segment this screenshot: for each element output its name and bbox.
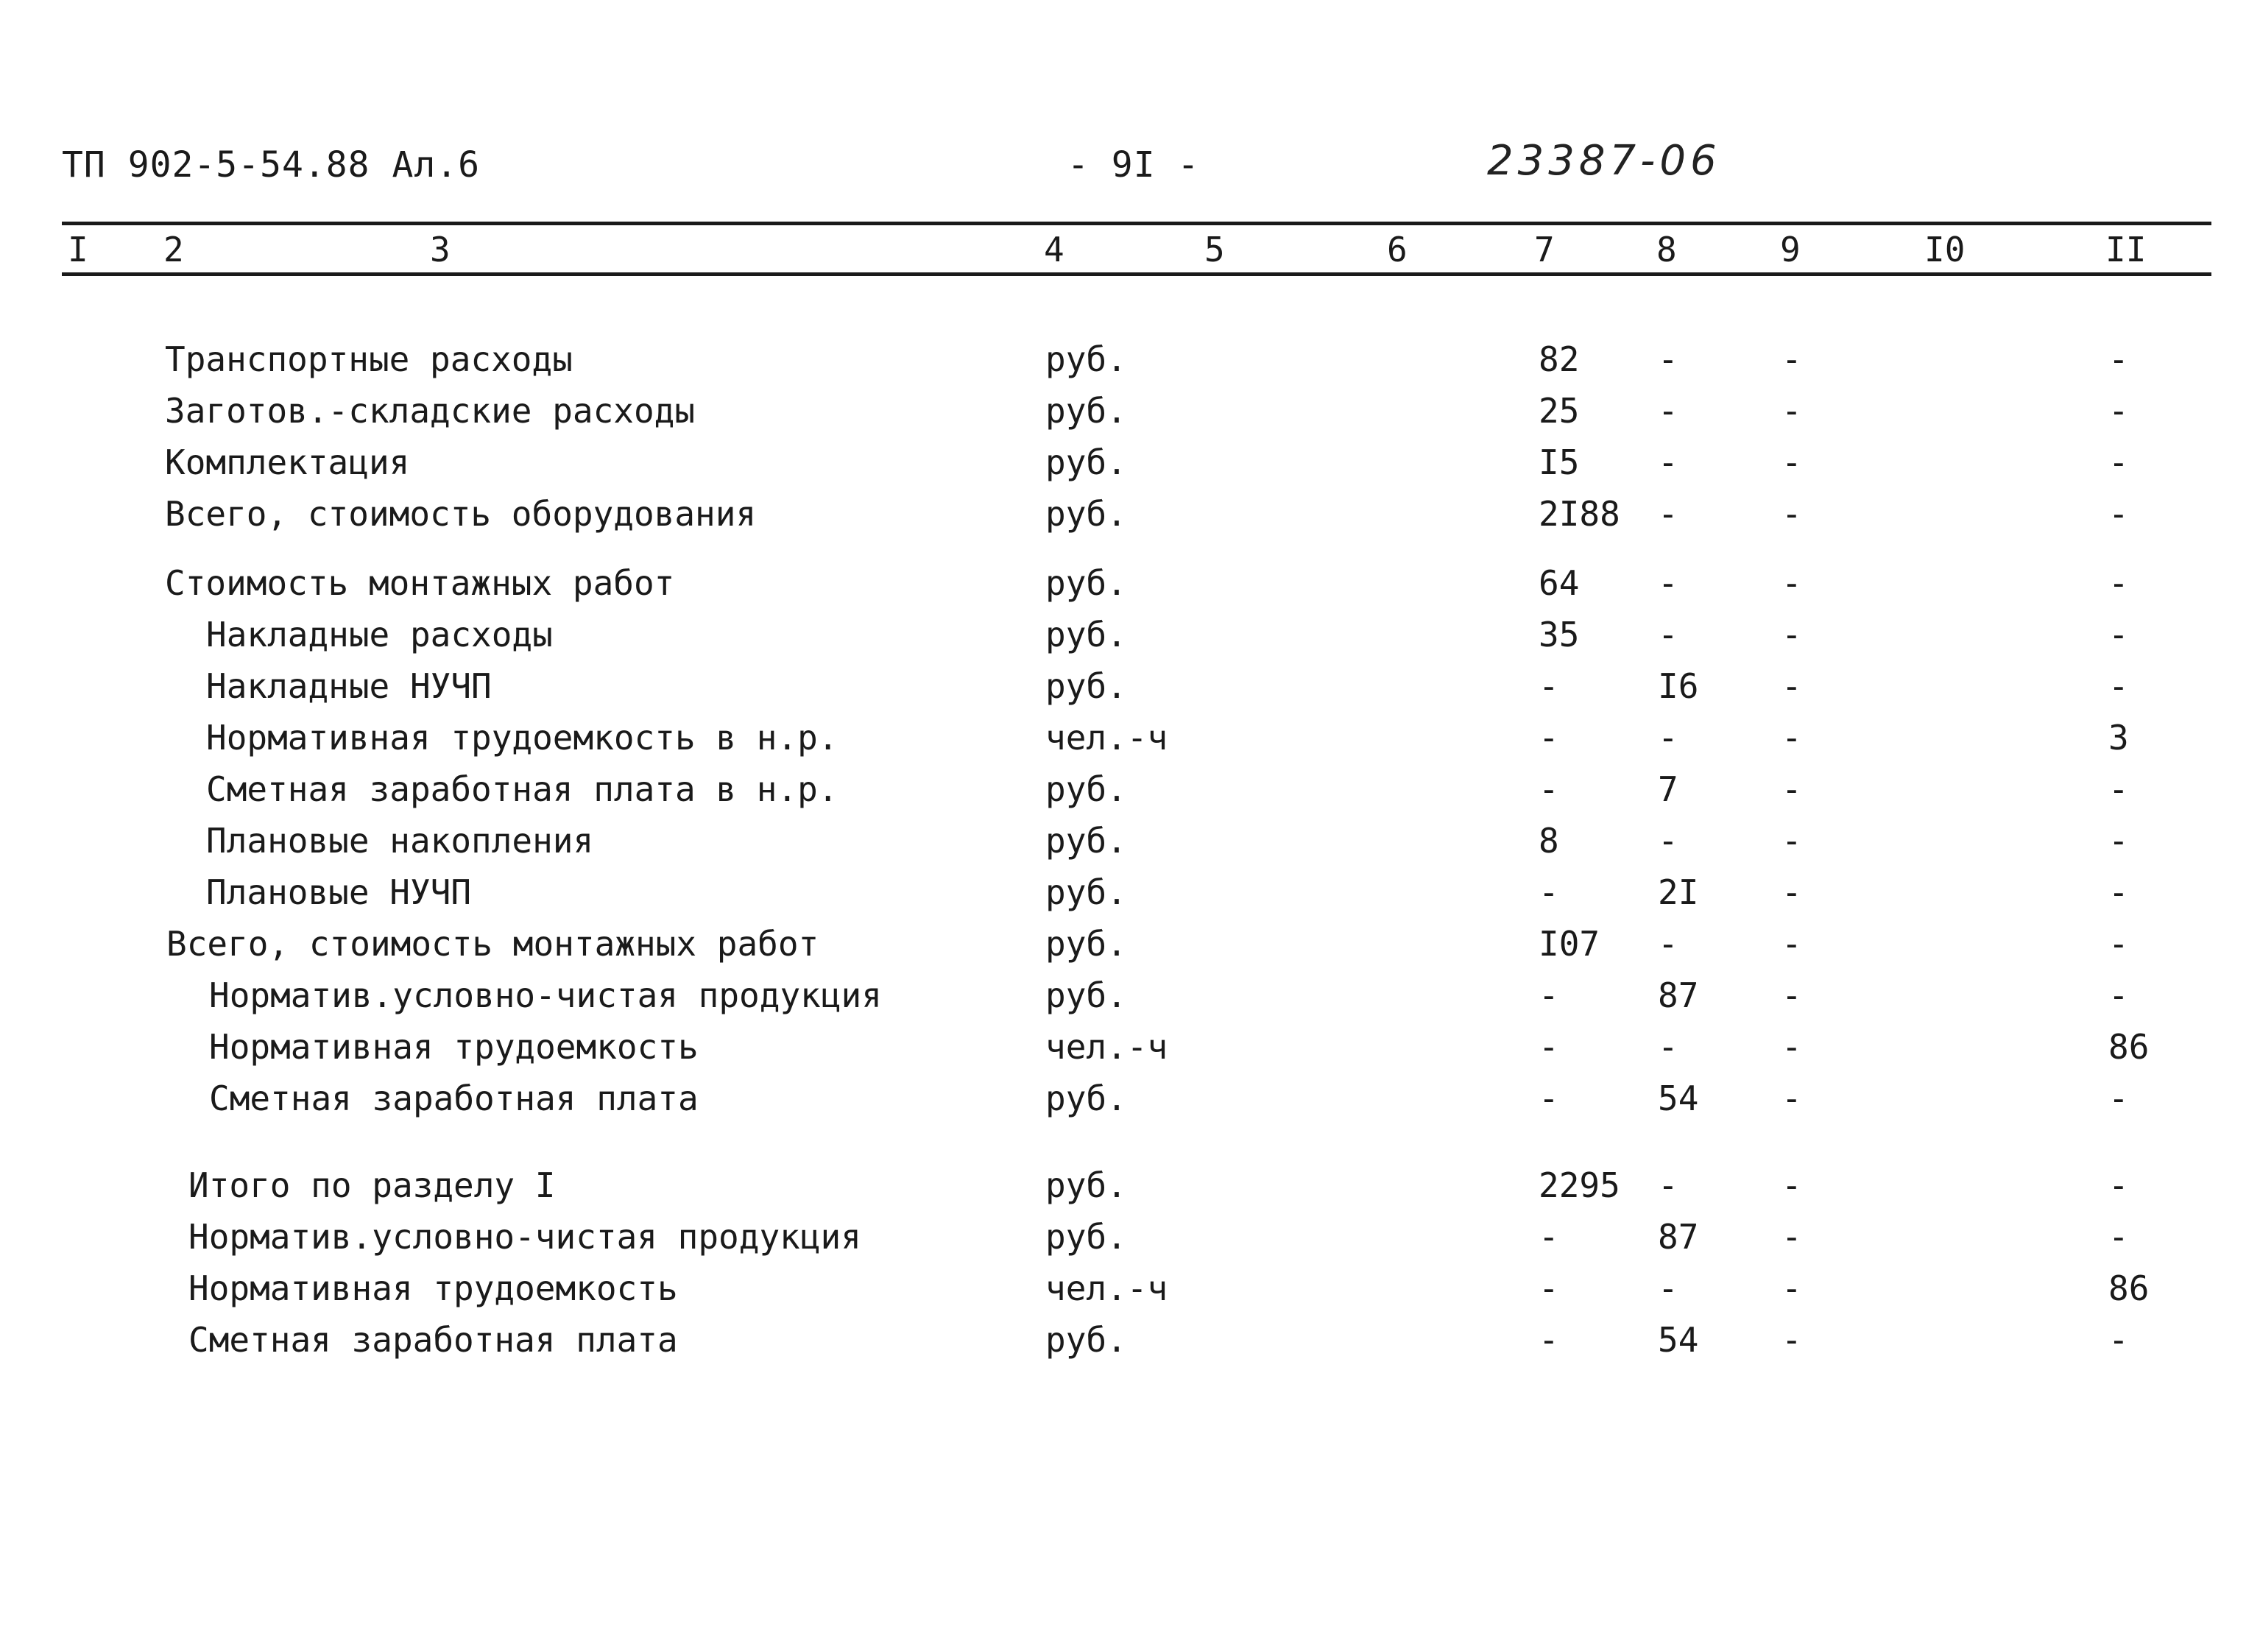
table-row: [0, 716, 2260, 767]
row-col9: -: [1781, 494, 1802, 534]
row-col7: -: [1539, 1027, 1559, 1067]
row-label: Всего, стоимость монтажных работ: [166, 924, 819, 964]
row-label: Заготов.-складские расходы: [165, 391, 696, 431]
row-label: Сметная заработная плата: [209, 1079, 699, 1118]
row-col7: 64: [1539, 563, 1580, 603]
row-unit: чел.-ч: [1045, 1027, 1168, 1067]
row-label: Транспортные расходы: [165, 339, 573, 379]
row-label: Комплектация: [165, 442, 410, 482]
row-col11: -: [2108, 339, 2129, 379]
row-unit: руб.: [1045, 821, 1127, 861]
column-header-3: 3: [430, 230, 451, 269]
row-col7: -: [1539, 1320, 1559, 1360]
row-col9: -: [1781, 1165, 1802, 1205]
column-header-10: I0: [1924, 230, 1966, 269]
column-header-9: 9: [1780, 230, 1801, 269]
row-col9: -: [1781, 821, 1802, 861]
column-header-8: 8: [1656, 230, 1677, 269]
table-header-rule: [62, 272, 2211, 276]
table-row: [0, 1163, 2260, 1215]
row-col8: 7: [1658, 769, 1678, 809]
row-col8: -: [1658, 718, 1678, 758]
row-col11: -: [2108, 975, 2129, 1015]
row-col11: 86: [2108, 1027, 2150, 1067]
row-col9: -: [1781, 1268, 1802, 1308]
row-col7: -: [1539, 769, 1559, 809]
column-header-6: 6: [1387, 230, 1408, 269]
row-col9: -: [1781, 1027, 1802, 1067]
row-unit: руб.: [1045, 1079, 1127, 1118]
row-col11: -: [2108, 563, 2129, 603]
row-col11: -: [2108, 1320, 2129, 1360]
row-unit: руб.: [1045, 1320, 1127, 1360]
row-col9: -: [1781, 391, 1802, 431]
row-unit: руб.: [1045, 666, 1127, 706]
row-col8: 87: [1658, 975, 1699, 1015]
row-col7: 82: [1539, 339, 1580, 379]
row-label: Сметная заработная плата в н.р.: [206, 769, 838, 809]
row-unit: руб.: [1045, 1217, 1127, 1257]
row-unit: руб.: [1045, 615, 1127, 654]
row-col8: 54: [1658, 1079, 1699, 1118]
row-label: Нормативная трудоемкость в н.р.: [206, 718, 838, 758]
row-col7: 35: [1539, 615, 1580, 654]
table-row: [0, 440, 2260, 492]
table-row: [0, 613, 2260, 664]
row-unit: чел.-ч: [1045, 1268, 1168, 1308]
table-top-rule: [62, 222, 2211, 225]
row-col7: -: [1539, 1079, 1559, 1118]
row-col11: -: [2108, 1217, 2129, 1257]
row-col8: 2I: [1658, 872, 1699, 912]
row-col7: I5: [1539, 442, 1580, 482]
row-col8: -: [1658, 821, 1678, 861]
row-col8: I6: [1658, 666, 1699, 706]
row-col8: 54: [1658, 1320, 1699, 1360]
row-unit: руб.: [1045, 924, 1127, 964]
row-col11: -: [2108, 615, 2129, 654]
row-label: Итого по разделу I: [188, 1165, 556, 1205]
table-row: [0, 973, 2260, 1025]
column-header-4: 4: [1044, 230, 1064, 269]
row-label: Накладные расходы: [206, 615, 553, 654]
row-unit: руб.: [1045, 494, 1127, 534]
row-label: Нормативная трудоемкость: [209, 1027, 699, 1067]
table-row: [0, 1215, 2260, 1266]
row-col11: -: [2108, 442, 2129, 482]
row-col11: -: [2108, 666, 2129, 706]
row-col9: -: [1781, 442, 1802, 482]
row-unit: руб.: [1045, 1165, 1127, 1205]
row-col8: -: [1658, 494, 1678, 534]
row-col7: -: [1539, 872, 1559, 912]
row-col11: -: [2108, 1079, 2129, 1118]
row-unit: руб.: [1045, 975, 1127, 1015]
row-label: Накладные НУЧП: [206, 666, 492, 706]
row-col7: -: [1539, 1268, 1559, 1308]
row-col7: 2295: [1539, 1165, 1620, 1205]
row-col11: -: [2108, 821, 2129, 861]
table-row: [0, 870, 2260, 922]
row-label: Сметная заработная плата: [188, 1320, 678, 1360]
row-col9: -: [1781, 1079, 1802, 1118]
table-row: [0, 767, 2260, 819]
row-col8: -: [1658, 391, 1678, 431]
table-row: [0, 337, 2260, 389]
row-label: Плановые НУЧП: [206, 872, 472, 912]
column-header-11: II: [2105, 230, 2147, 269]
row-col9: -: [1781, 339, 1802, 379]
row-col11: -: [2108, 872, 2129, 912]
table-row: [0, 389, 2260, 440]
row-col7: I07: [1539, 924, 1600, 964]
row-col8: -: [1658, 924, 1678, 964]
row-label: Нормативная трудоемкость: [188, 1268, 678, 1308]
row-col8: -: [1658, 615, 1678, 654]
row-col9: -: [1781, 975, 1802, 1015]
row-col8: -: [1658, 1165, 1678, 1205]
row-col11: -: [2108, 769, 2129, 809]
table-row: [0, 1076, 2260, 1128]
row-label: Норматив.условно-чистая продукция: [188, 1217, 861, 1257]
row-col11: -: [2108, 1165, 2129, 1205]
column-header-2: 2: [163, 230, 184, 269]
row-unit: руб.: [1045, 391, 1127, 431]
table-row: [0, 1318, 2260, 1369]
table-row: [0, 819, 2260, 870]
row-col7: -: [1539, 666, 1559, 706]
table-row: [0, 922, 2260, 973]
table-row: [0, 1266, 2260, 1318]
row-unit: руб.: [1045, 769, 1127, 809]
row-col8: -: [1658, 1027, 1678, 1067]
row-col7: 25: [1539, 391, 1580, 431]
row-col9: -: [1781, 872, 1802, 912]
row-col11: -: [2108, 924, 2129, 964]
row-unit: руб.: [1045, 442, 1127, 482]
row-col8: -: [1658, 339, 1678, 379]
table-row: [0, 664, 2260, 716]
row-col9: -: [1781, 924, 1802, 964]
row-col11: 86: [2108, 1268, 2150, 1308]
table-row: [0, 1025, 2260, 1076]
row-unit: руб.: [1045, 872, 1127, 912]
row-col7: 2I88: [1539, 494, 1620, 534]
page-number: - 9I -: [1067, 144, 1200, 186]
row-col8: -: [1658, 442, 1678, 482]
row-label: Плановые накопления: [206, 821, 594, 861]
row-col11: 3: [2108, 718, 2129, 758]
row-col9: -: [1781, 769, 1802, 809]
column-header-1: I: [68, 230, 88, 269]
handwritten-number: 23387-06: [1487, 137, 1721, 185]
row-col11: -: [2108, 391, 2129, 431]
column-header-7: 7: [1534, 230, 1555, 269]
row-col9: -: [1781, 615, 1802, 654]
table-row: [0, 492, 2260, 543]
row-col7: -: [1539, 1217, 1559, 1257]
row-col9: -: [1781, 1320, 1802, 1360]
row-unit: руб.: [1045, 339, 1127, 379]
document-code: ТП 902-5-54.88 Ал.6: [62, 144, 481, 186]
row-col9: -: [1781, 563, 1802, 603]
row-col7: -: [1539, 718, 1559, 758]
row-col11: -: [2108, 494, 2129, 534]
row-unit: чел.-ч: [1045, 718, 1168, 758]
row-label: Всего, стоимость оборудования: [165, 494, 757, 534]
table-row: [0, 561, 2260, 613]
column-header-5: 5: [1204, 230, 1225, 269]
row-col9: -: [1781, 1217, 1802, 1257]
row-label: Норматив.условно-чистая продукция: [209, 975, 882, 1015]
row-col8: 87: [1658, 1217, 1699, 1257]
row-col8: -: [1658, 563, 1678, 603]
row-col9: -: [1781, 666, 1802, 706]
row-col9: -: [1781, 718, 1802, 758]
row-label: Стоимость монтажных работ: [165, 563, 675, 603]
row-col8: -: [1658, 1268, 1678, 1308]
row-col7: -: [1539, 975, 1559, 1015]
row-unit: руб.: [1045, 563, 1127, 603]
row-col7: 8: [1539, 821, 1559, 861]
